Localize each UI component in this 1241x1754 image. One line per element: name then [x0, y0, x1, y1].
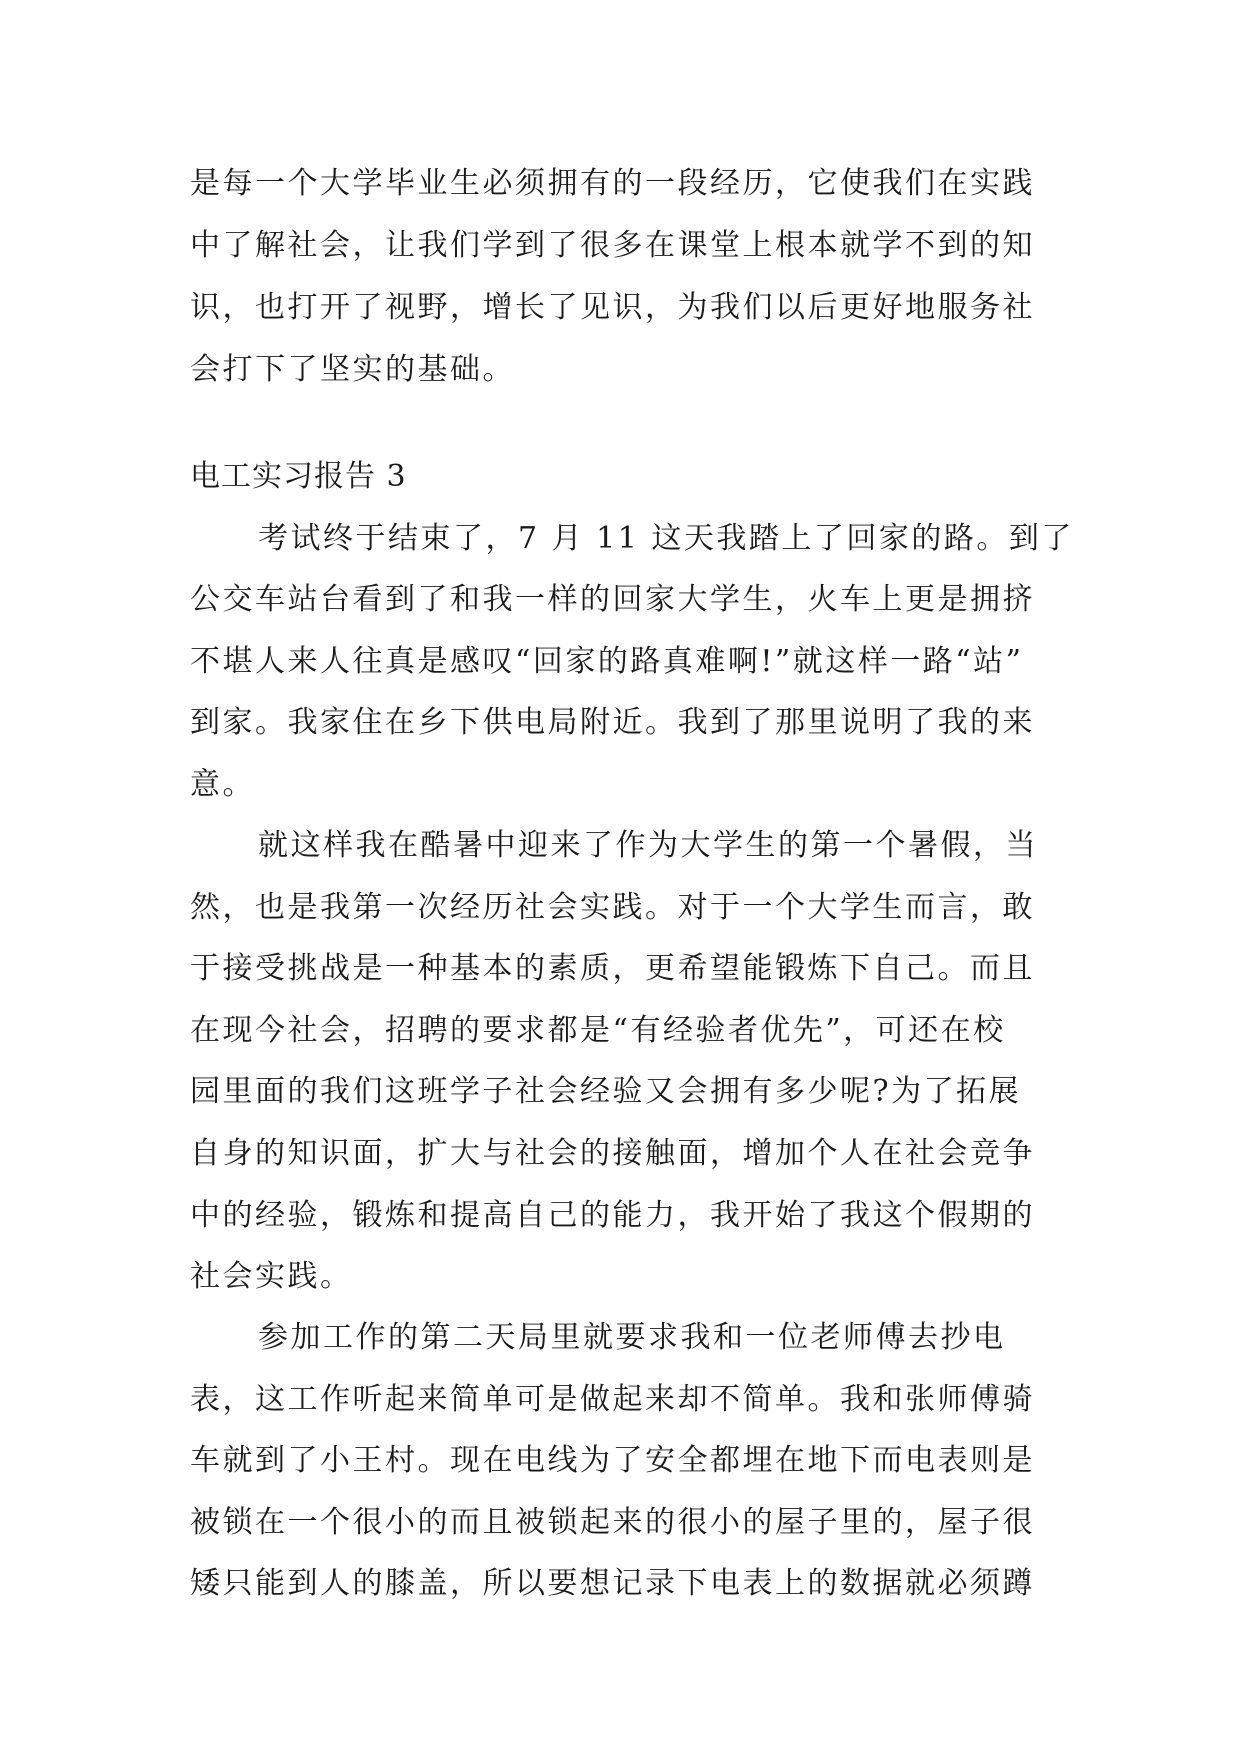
section-title: 电工实习报告 3 — [190, 459, 407, 494]
paragraph1-line-1: 考试终于结束了，7 月 11 这天我踏上了回家的路。到了 — [258, 521, 1074, 556]
paragraph2-line-4: 在现今社会，招聘的要求都是“有经验者优先”，可还在校 — [190, 1013, 1006, 1048]
paragraph3-line-5: 矮只能到人的膝盖，所以要想记录下电表上的数据就必须蹲 — [190, 1566, 1035, 1601]
paragraph1-line-5: 意。 — [190, 767, 255, 802]
paragraph2-line-3: 于接受挑战是一种基本的素质，更希望能锻炼下自己。而且 — [190, 951, 1035, 986]
paragraph2-line-7: 中的经验，锻炼和提高自己的能力，我开始了我这个假期的 — [190, 1198, 1035, 1233]
intro-line-1: 是每一个大学毕业生必须拥有的一段经历，它使我们在实践 — [190, 166, 1035, 201]
paragraph3-line-2: 表，这工作听起来简单可是做起来却不简单。我和张师傅骑 — [190, 1382, 1035, 1417]
paragraph2-line-5: 园里面的我们这班学子社会经验又会拥有多少呢?为了拓展 — [190, 1074, 1022, 1109]
paragraph3-line-4: 被锁在一个很小的而且被锁起来的很小的屋子里的，屋子很 — [190, 1505, 1035, 1540]
intro-line-4: 会打下了坚实的基础。 — [190, 352, 515, 387]
intro-line-2: 中了解社会，让我们学到了很多在课堂上根本就学不到的知 — [190, 228, 1035, 263]
intro-line-3: 识，也打开了视野，增长了见识，为我们以后更好地服务社 — [190, 290, 1035, 325]
paragraph3-line-1: 参加工作的第二天局里就要求我和一位老师傅去抄电 — [258, 1320, 1006, 1355]
paragraph2-line-1: 就这样我在酷暑中迎来了作为大学生的第一个暑假，当 — [258, 828, 1038, 863]
paragraph3-line-3: 车就到了小王村。现在电线为了安全都埋在地下而电表则是 — [190, 1443, 1035, 1478]
paragraph2-line-8: 社会实践。 — [190, 1259, 353, 1294]
paragraph1-line-3: 不堪人来人往真是感叹“回家的路真难啊!”就这样一路“站” — [190, 644, 1024, 679]
paragraph2-line-2: 然，也是我第一次经历社会实践。对于一个大学生而言，敢 — [190, 890, 1035, 925]
paragraph1-line-2: 公交车站台看到了和我一样的回家大学生，火车上更是拥挤 — [190, 582, 1035, 617]
paragraph1-line-4: 到家。我家住在乡下供电局附近。我到了那里说明了我的来 — [190, 705, 1035, 740]
paragraph2-line-6: 自身的知识面，扩大与社会的接触面，增加个人在社会竞争 — [190, 1136, 1035, 1171]
